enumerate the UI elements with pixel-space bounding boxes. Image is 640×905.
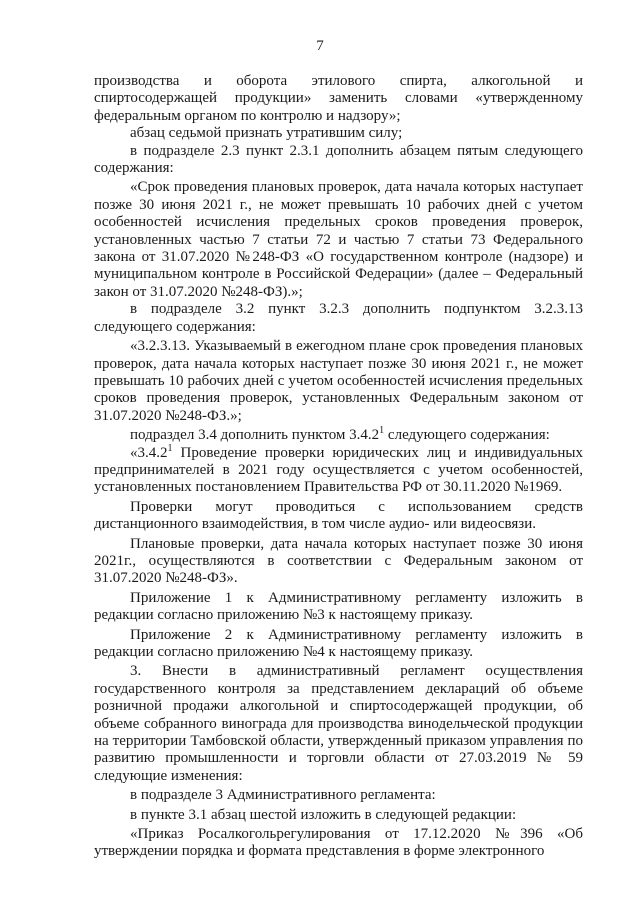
paragraph: «Приказ Росалкогольрегулирования от 17.12.2020 №396 «Об утверждении порядка и формата представления в форме электронного xyxy=(94,826,583,860)
paragraph: производства и оборота этилового спирта, алкогольной и спиртосодержащей продукции» заменить словами «утвержденному федеральным органом по контролю и надзору»; xyxy=(94,73,583,124)
paragraph: в подразделе 3 Административного регламента: xyxy=(130,787,436,804)
superscript: 1 xyxy=(167,442,173,454)
paragraph: «3.2.3.13. Указываемый в ежегодном плане срок проведения плановых проверок, дата начала которых наступает позже 30 июня 2021 г., не может превышать 10 рабочих дней с учетом особенностей исчисления предельных сроков проведения проверок, установленных Федеральным законом от 31.07.2020 №248-ФЗ.»; xyxy=(94,338,583,424)
page-number: 7 xyxy=(316,38,324,54)
paragraph: Плановые проверки, дата начала которых наступает позже 30 июня 2021г., осуществляются в соответствии с Федеральным законом от 31.07.2020 №248-ФЗ». xyxy=(94,535,583,587)
paragraph: Проверки могут проводиться с использованием средств дистанционного взаимодействия, в том числе аудио- или видеосвязи. xyxy=(94,498,583,533)
superscript: 1 xyxy=(379,425,385,437)
paragraph: Приложение 1 к Административному регламенту изложить в редакции согласно приложению №3 к настоящему приказу. xyxy=(94,589,583,624)
paragraph: 3. Внести в административный регламент осуществления государственного контроля за представлением деклараций об объеме розничной продажи алкогольной и спиртосодержащей продукции, об объеме собранного винограда для производства винодельческой продукции на территории Тамбовской области, утвержденный приказом управления по развитию промышленности и торговли области от 27.03.2019 № 59 следующие изменения: xyxy=(94,663,583,784)
paragraph: Приложение 2 к Административному регламенту изложить в редакции согласно приложению №4 к настоящему приказу. xyxy=(94,626,583,660)
paragraph: абзац седьмой признать утратившим силу; xyxy=(130,125,403,142)
paragraph-text: подраздел 3.4 дополнить пунктом 3.4.2 xyxy=(130,427,380,444)
paragraph: в подразделе 3.2 пункт 3.2.3 дополнить подпунктом 3.2.3.13 следующего содержания: xyxy=(94,301,583,335)
paragraph-text: «3.4.2 xyxy=(130,444,168,461)
paragraph xyxy=(94,442,583,497)
paragraph: в пункте 3.1 абзац шестой изложить в следующей редакции: xyxy=(130,806,517,823)
paragraph-text: Проведение проверки юридических лиц и индивидуальных предпринимателей в 2021 году осуществляется с учетом особенностей, установленных постановлением Правительства РФ от 30.11.2020 №1969. xyxy=(94,444,583,496)
paragraph-text: следующего содержания: xyxy=(384,427,550,444)
paragraph: в подразделе 2.3 пункт 2.3.1 дополнить абзацем пятым следующего содержания: xyxy=(94,142,583,177)
document-body xyxy=(94,73,583,861)
paragraph: «Срок проведения плановых проверок, дата начала которых наступает позже 30 июня 2021 г., не может превышать 10 рабочих дней с учетом особенностей исчисления предельных сроков проведения проверок, установленных частью 7 статьи 72 и частью 7 статьи 73 Федерального закона от 31.07.2020 №248-ФЗ «О государственном контроле (надзоре) и муниципальном контроле в Российской Федерации» (далее – Федеральный закон от 31.07.2020 №248-ФЗ).»; xyxy=(94,179,583,300)
